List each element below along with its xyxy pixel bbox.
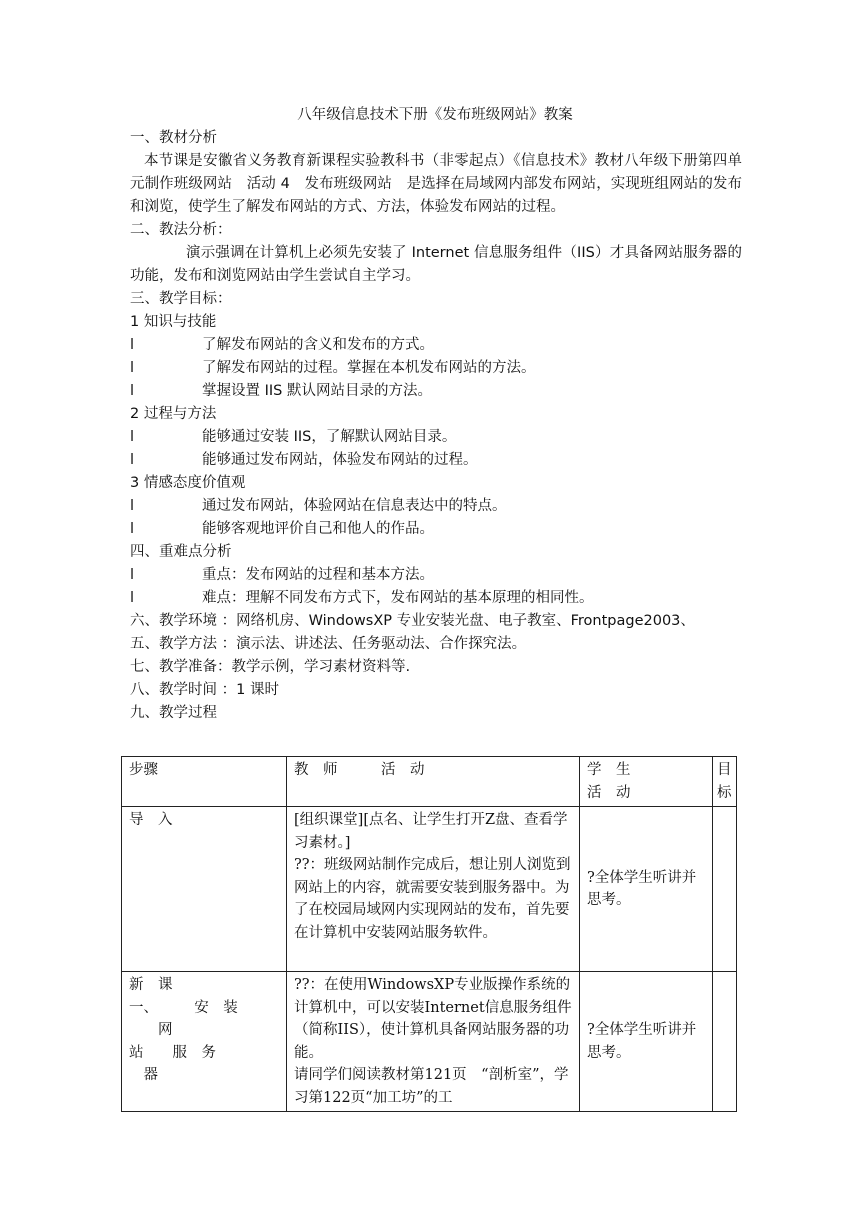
bullet-mark: l — [130, 452, 135, 468]
bullet-text: 能够通过发布网站，体验发布网站的过程。 — [202, 452, 478, 468]
row-step: 新 课 一、 安 装 网 站 服 务 器 — [122, 972, 287, 1112]
header-teacher-activity: 教 师 活 动 — [287, 757, 580, 807]
goal-group-process-heading: 2 过程与方法 — [130, 406, 217, 422]
bullet-item — [130, 426, 742, 449]
section-heading-key-points: 四、重难点分析 — [130, 544, 232, 560]
bullet-mark: l — [130, 429, 135, 445]
bullet-item — [130, 564, 742, 587]
bullet-mark: l — [130, 498, 135, 514]
table-row — [122, 807, 737, 972]
section-heading-textbook-analysis: 一、教材分析 — [130, 130, 217, 146]
row-goal — [713, 807, 737, 972]
bullet-mark: l — [130, 590, 135, 606]
header-student-activity: 学 生 活 动 — [580, 757, 713, 807]
bullet-text: 了解发布网站的过程。掌握在本机发布网站的方法。 — [202, 360, 536, 376]
bullet-mark: l — [130, 521, 135, 537]
textbook-analysis-paragraph: 本节课是安徽省义务教育新课程实验教科书（非零起点）《信息技术》教材八年级下册第四单元制作班级网站 活动 4 发布班级网站 是选择在局域网内部发布网站，实现班组网站的发布和浏览，使学生了解发布网站的方式、方法，体验发布网站的过程。 — [130, 153, 742, 215]
section-line-environment: 六、教学环境 ：网络机房、WindowsXP 专业安装光盘、电子教室、Frontpage2003、 — [130, 613, 695, 629]
section-line-preparation: 七、教学准备：教学示例，学习素材资料等. — [130, 659, 411, 675]
table-header-row — [122, 757, 737, 807]
bullet-text: 了解发布网站的含义和发布的方式。 — [202, 337, 434, 353]
bullet-text: 难点：理解不同发布方式下，发布网站的基本原理的相同性。 — [202, 590, 594, 606]
teaching-process-table — [121, 756, 737, 1112]
row-student-activity: ?全体学生听讲并思考。 — [580, 972, 713, 1112]
bullet-mark: l — [130, 383, 135, 399]
document-body — [130, 127, 742, 725]
goal-group-knowledge-heading: 1 知识与技能 — [130, 314, 217, 330]
row-step: 导 入 — [122, 807, 287, 972]
section-line-time: 八、教学时间 ：1 课时 — [130, 682, 279, 698]
bullet-text: 能够客观地评价自己和他人的作品。 — [202, 521, 434, 537]
row-teacher-activity: ??：在使用WindowsXP专业版操作系统的计算机中，可以安装Internet信息服务组件（简称IIS），使计算机具备网站服务器的功能。 请同学们阅读教材第121页 “剖析室”，学习第122页“加工坊”的工 — [287, 972, 580, 1112]
section-heading-process: 九、教学过程 — [130, 705, 217, 721]
row-teacher-activity: [组织课堂][点名、让学生打开Z盘、查看学习素材。] ??：班级网站制作完成后，想让别人浏览到网站上的内容，就需要安装到服务器中。为了在校园局域网内实现网站的发布，首先要在计算机中安装网站服务软件。 — [287, 807, 580, 972]
method-analysis-paragraph: 演示强调在计算机上必须先安装了 Internet 信息服务组件（IIS）才具备网站服务器的功能，发布和浏览网站由学生尝试自主学习。 — [130, 245, 742, 284]
bullet-item — [130, 587, 742, 610]
section-line-methods: 五、教学方法 ：演示法、讲述法、任务驱动法、合作探究法。 — [130, 636, 527, 652]
bullet-text: 能够通过安装 IIS，了解默认网站目录。 — [202, 429, 457, 445]
bullet-text: 通过发布网站，体验网站在信息表达中的特点。 — [202, 498, 507, 514]
bullet-item — [130, 357, 742, 380]
bullet-text: 掌握设置 IIS 默认网站目录的方法。 — [202, 383, 432, 399]
bullet-mark: l — [130, 567, 135, 583]
section-heading-goals: 三、教学目标： — [130, 291, 232, 307]
bullet-item — [130, 495, 742, 518]
bullet-text: 重点：发布网站的过程和基本方法。 — [202, 567, 434, 583]
header-goal: 目标 — [713, 757, 737, 807]
section-heading-method-analysis: 二、教法分析： — [130, 222, 232, 238]
goal-group-attitude-heading: 3 情感态度价值观 — [130, 475, 246, 491]
table-row — [122, 972, 737, 1112]
row-goal — [713, 972, 737, 1112]
row-student-activity: ?全体学生听讲并思考。 — [580, 807, 713, 972]
bullet-mark: l — [130, 337, 135, 353]
header-step: 步骤 — [122, 757, 287, 807]
bullet-item — [130, 380, 742, 403]
bullet-item — [130, 449, 742, 472]
bullet-item — [130, 518, 742, 541]
document-title: 八年级信息技术下册《发布班级网站》教案 — [297, 107, 573, 123]
bullet-item — [130, 334, 742, 357]
bullet-mark: l — [130, 360, 135, 376]
